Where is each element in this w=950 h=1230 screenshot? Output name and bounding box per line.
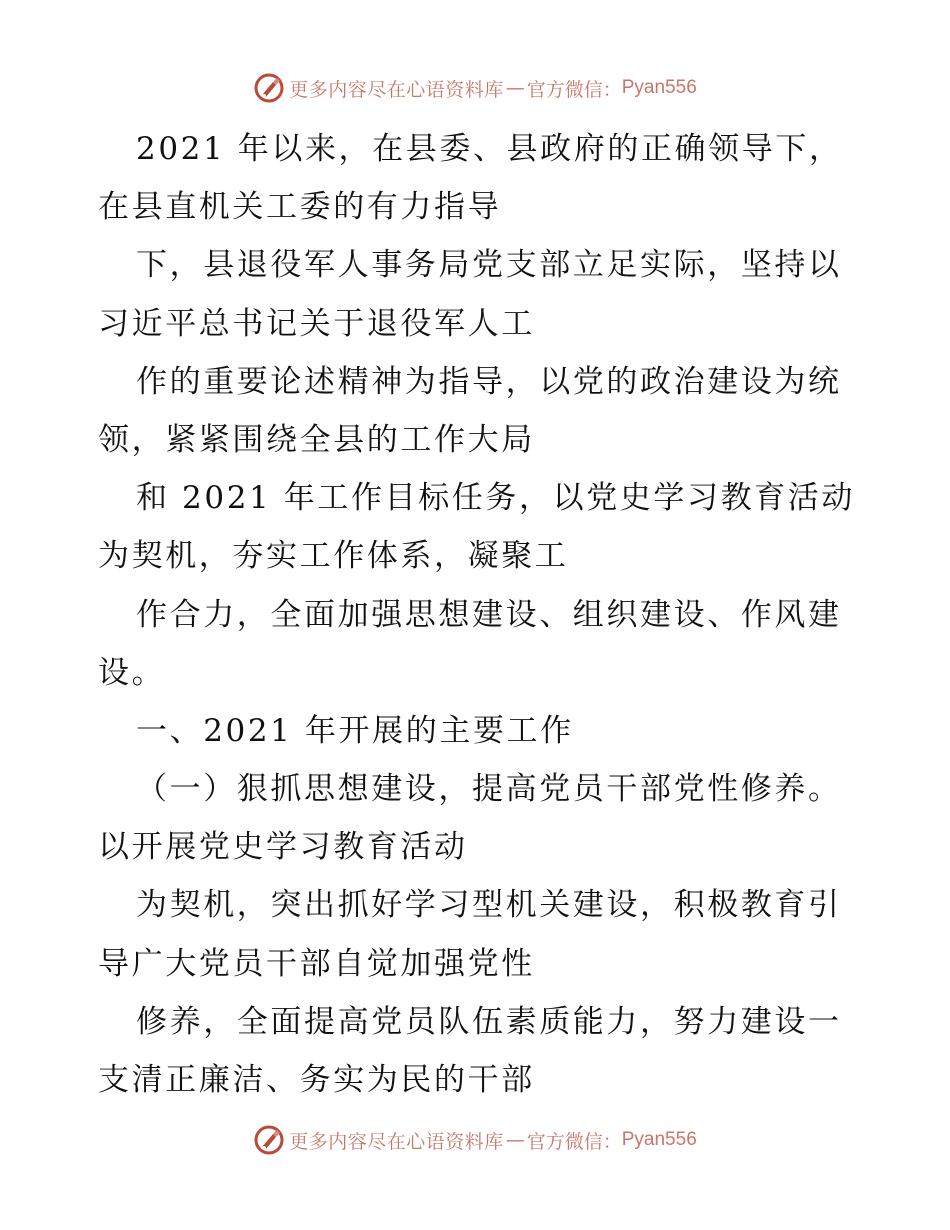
body-line: 支清正廉洁、务实为民的干部 (98, 1062, 535, 1098)
pen-seal-icon (253, 72, 285, 104)
body-line: 2021 年以来，在县委、县政府的正确领导下， (136, 131, 843, 167)
watermark-wechat-id: Pyan556 (621, 1129, 697, 1150)
footer-watermark (0, 1120, 950, 1160)
watermark-dash: — (505, 1129, 525, 1151)
watermark-sub-text: 官方微信： (526, 1130, 622, 1153)
body-line: 导广大党员干部自觉加强党性 (98, 945, 535, 982)
body-line: 为契机，突出抓好学习型机关建设，积极教育引 (136, 887, 842, 924)
body-line: 修养，全面提高党员队伍素质能力，努力建设一 (136, 1003, 842, 1040)
body-line: 在县直机关工委的有力指导 (98, 189, 502, 226)
pen-seal-icon (253, 1124, 285, 1156)
section-heading: 一、2021 年开展的主要工作 (136, 712, 574, 749)
header-watermark (0, 68, 950, 108)
watermark-main-text: 更多内容尽在心语资料库 (289, 78, 504, 101)
body-line: 下，县退役军人事务局党支部立足实际，坚持以 (136, 247, 842, 284)
body-line: 和 2021 年工作目标任务，以党史学习教育活动 (136, 480, 855, 517)
body-line: 以开展党史学习教育活动 (98, 829, 468, 866)
watermark-main-text: 更多内容尽在心语资料库 (289, 1130, 504, 1153)
subsection-heading: （一）狠抓思想建设，提高党员干部党性修养。 (136, 771, 842, 808)
watermark-wechat-id: Pyan556 (621, 77, 697, 98)
document-body (98, 120, 858, 1109)
body-line: 作合力，全面加强思想建设、组织建设、作风建 (136, 596, 842, 633)
body-line: 为契机，夯实工作体系，凝聚工 (98, 538, 569, 575)
body-line: 设。 (98, 654, 166, 691)
watermark-dash: — (505, 77, 525, 99)
watermark-sub-text: 官方微信： (526, 78, 622, 101)
body-line: 作的重要论述精神为指导，以党的政治建设为统 (136, 363, 842, 400)
body-line: 领，紧紧围绕全县的工作大局 (98, 421, 535, 458)
body-line: 习近平总书记关于退役军人工 (98, 305, 535, 342)
